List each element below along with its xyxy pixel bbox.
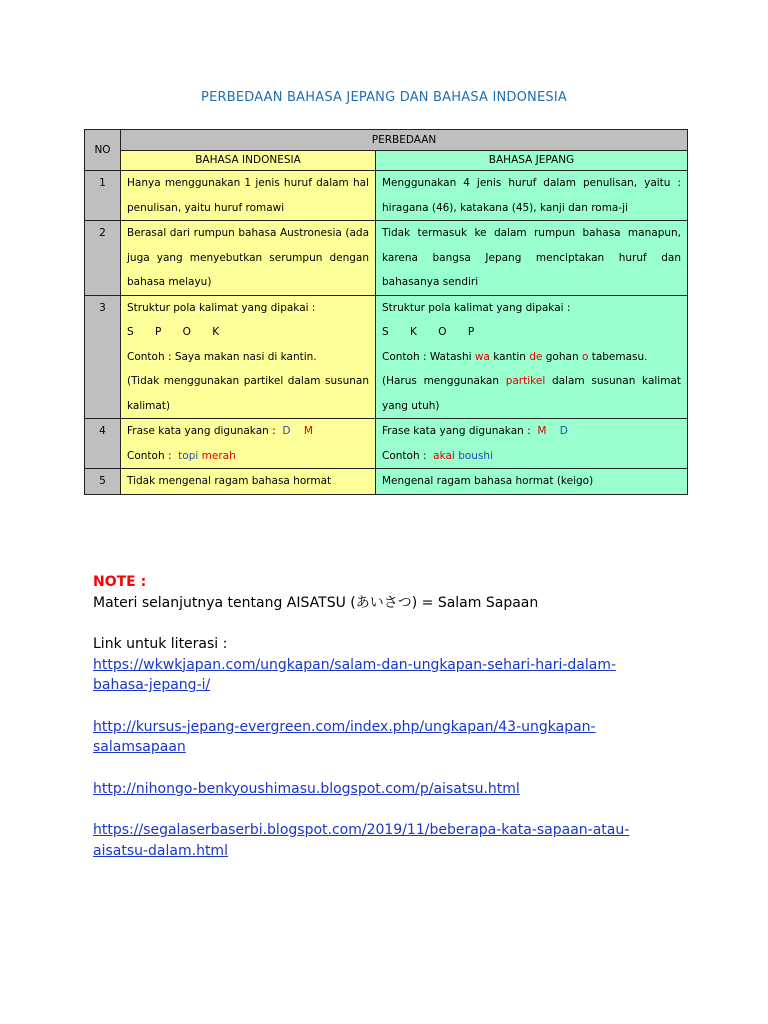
example-label: Contoh : [382, 449, 427, 462]
literature-link-3[interactable] [93, 779, 733, 800]
particle-de: de [529, 350, 543, 363]
note-line: Materi selanjutnya tentang AISATSU (あいさつ) = Salam Sapaan [93, 594, 539, 611]
example-word-akai: akai [433, 449, 455, 462]
phrase-example-line [127, 444, 369, 469]
link-text: https://segalaserbaserbi.blogspot.com/2019/11/beberapa-kata-sapaan-atau- [93, 822, 630, 838]
example-label: Contoh : [127, 449, 172, 462]
pattern-label: Struktur pola kalimat yang dipakai : [382, 301, 571, 314]
cell-indonesia: Tidak mengenal ragam bahasa hormat [121, 469, 376, 495]
row-number: 2 [85, 221, 121, 296]
table-row [85, 419, 688, 469]
cell-jepang [376, 419, 688, 469]
table-row [85, 295, 688, 419]
table-row [85, 469, 688, 495]
example-word-topi: topi [178, 449, 199, 462]
example-text: kantin [489, 350, 530, 363]
cell-jepang: Tidak termasuk ke dalam rumpun bahasa manapun, karena bangsa Jepang menciptakan huruf dan bahasanya sendiri [376, 221, 688, 296]
link-text: salamsapaan [93, 739, 186, 755]
header-bahasa-indonesia: BAHASA INDONESIA [121, 151, 376, 171]
cell-jepang [376, 295, 688, 419]
example-sentence [382, 345, 681, 370]
particle-note: (Tidak menggunakan partikel dalam susunan kalimat) [127, 375, 369, 412]
cell-jepang: Mengenal ragam bahasa hormat (keigo) [376, 469, 688, 495]
table-header-row [85, 130, 688, 151]
cell-indonesia: Berasal dari rumpun bahasa Austronesia (ada juga yang menyebutkan serumpun dengan bahasa melayu) [121, 221, 376, 296]
particle-word: partikel [505, 375, 546, 387]
phrase-label: Frase kata yang digunakan : [382, 425, 531, 437]
header-bahasa-jepang: BAHASA JEPANG [376, 151, 688, 171]
literature-link-4[interactable] [93, 820, 733, 861]
example-text: tabemasu. [588, 350, 648, 363]
header-perbedaan: PERBEDAAN [121, 130, 688, 151]
literature-link-2[interactable] [93, 717, 733, 758]
row-number: 5 [85, 469, 121, 495]
header-no: NO [85, 130, 121, 171]
note-text: dalam susunan kalimat yang utuh) [382, 375, 681, 412]
note-heading: NOTE : [93, 574, 147, 590]
notes-section [93, 572, 733, 861]
page-title: PERBEDAAN BAHASA JEPANG DAN BAHASA INDONESIA [201, 90, 567, 105]
phrase-m: M [537, 425, 547, 437]
link-text: http://kursus-jepang-evergreen.com/index.php/ungkapan/43-ungkapan- [93, 718, 596, 735]
link-text: https://wkwkjapan.com/ungkapan/salam-dan-ungkapan-sehari-hari-dalam- [93, 656, 617, 673]
link-text: bahasa-jepang-i/ [93, 677, 211, 693]
note-text: (Harus menggunakan [382, 375, 506, 387]
phrase-d: D [559, 425, 568, 437]
example-word-boushi: boushi [458, 449, 493, 462]
cell-jepang: Menggunakan 4 jenis huruf dalam penulisan, yaitu : hiragana (46), katakana (45), kanji dan roma-ji [376, 171, 688, 221]
example-text: Contoh : Watashi [382, 350, 475, 363]
phrase-m: M [303, 425, 313, 437]
table-row [85, 171, 688, 221]
literature-link-1[interactable] [93, 655, 733, 696]
sentence-pattern: S K O P [382, 326, 484, 338]
cell-indonesia [121, 419, 376, 469]
phrase-label-line [127, 419, 369, 444]
table-row [85, 221, 688, 296]
phrase-label-line [382, 419, 681, 444]
particle-note [382, 369, 681, 418]
link-text: http://nihongo-benkyoushimasu.blogspot.com/p/aisatsu.html [93, 780, 520, 797]
table-subheader-row [85, 151, 688, 171]
cell-indonesia: Hanya menggunakan 1 jenis huruf dalam hal penulisan, yaitu huruf romawi [121, 171, 376, 221]
example-word-merah: merah [201, 449, 236, 462]
row-number: 3 [85, 295, 121, 419]
particle-o: o [581, 350, 589, 363]
particle-wa: wa [474, 350, 490, 363]
row-number: 4 [85, 419, 121, 469]
cell-indonesia [121, 295, 376, 419]
links-heading: Link untuk literasi : [93, 636, 228, 652]
link-text: aisatsu-dalam.html [93, 842, 228, 859]
sentence-pattern: S P O K [127, 326, 229, 338]
example-text: gohan [542, 350, 582, 363]
example-sentence: Contoh : Saya makan nasi di kantin. [127, 350, 317, 363]
phrase-d: D [282, 425, 291, 437]
row-number: 1 [85, 171, 121, 221]
phrase-label: Frase kata yang digunakan : [127, 425, 276, 437]
pattern-label: Struktur pola kalimat yang dipakai : [127, 301, 316, 314]
comparison-table [84, 129, 688, 495]
phrase-example-line [382, 444, 681, 469]
